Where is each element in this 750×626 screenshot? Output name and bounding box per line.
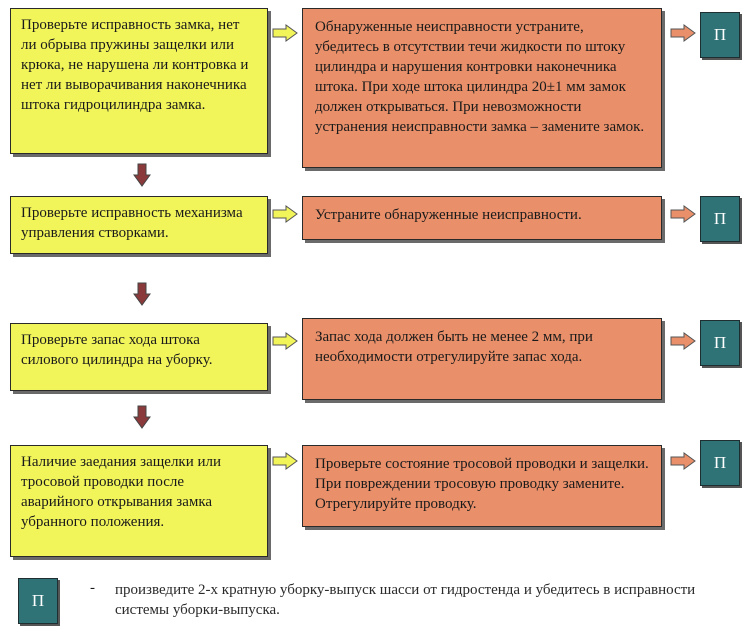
check-text-2: Проверьте исправность механизма управления створками. — [21, 205, 243, 241]
action-text-3: Запас хода должен быть не менее 2 мм, при необходимости отрегулируйте запас хода. — [315, 329, 593, 365]
action-box-2 — [302, 196, 662, 240]
check-box-4 — [10, 445, 268, 557]
result-box-1 — [700, 12, 740, 58]
result-label-2: П — [713, 209, 727, 228]
arrow-right-icon — [272, 24, 298, 42]
result-box-3 — [700, 320, 740, 366]
arrow-down-icon — [133, 163, 151, 187]
arrow-right-icon — [670, 24, 696, 42]
action-box-1 — [302, 8, 662, 168]
legend-dash: - — [90, 580, 95, 596]
result-label-1: П — [713, 25, 727, 44]
action-box-3 — [302, 318, 662, 400]
legend-symbol — [18, 578, 58, 624]
check-box-2 — [10, 196, 268, 254]
arrow-right-icon — [670, 332, 696, 350]
arrow-right-icon — [272, 332, 298, 350]
legend-symbol-label: П — [31, 591, 45, 610]
arrow-down-icon — [133, 282, 151, 306]
result-label-3: П — [713, 333, 727, 352]
check-text-4: Наличие заедания защелки или тросовой проводки после аварийного открывания замка убранного положения. — [21, 454, 222, 530]
action-text-2: Устраните обнаруженные неисправности. — [315, 207, 582, 223]
arrow-right-icon — [670, 205, 696, 223]
check-box-3 — [10, 323, 268, 391]
arrow-down-icon — [133, 405, 151, 429]
result-box-4 — [700, 440, 740, 486]
result-box-2 — [700, 196, 740, 242]
action-text-4: Проверьте состояние тросовой проводки и защелки. При повреждении тросовую проводку замените. Отрегулируйте проводку. — [315, 456, 649, 512]
arrow-right-icon — [670, 452, 696, 470]
check-text-1: Проверьте исправность замка, нет ли обрыва пружины защелки или крюка, не нарушена ли контровка и нет ли выворачивания наконечника штока гидроцилиндра замка. — [21, 17, 249, 113]
action-text-1: Обнаруженные неисправности устраните, убедитесь в отсутствии течи жидкости по штоку цилиндра и нарушения контровки наконечника штока. При ходе штока цилиндра 20±1 мм замок должен открываться. При невозможности устранения неисправности замка – замените замок. — [315, 19, 645, 135]
legend-text: произведите 2-х кратную уборку-выпуск шасси от гидростенда и убедитесь в исправности системы уборки-выпуска. — [115, 582, 696, 618]
action-box-4 — [302, 445, 662, 527]
check-box-1 — [10, 8, 268, 154]
check-text-3: Проверьте запас хода штока силового цилиндра на уборку. — [21, 332, 213, 368]
result-label-4: П — [713, 453, 727, 472]
arrow-right-icon — [272, 205, 298, 223]
arrow-right-icon — [272, 452, 298, 470]
